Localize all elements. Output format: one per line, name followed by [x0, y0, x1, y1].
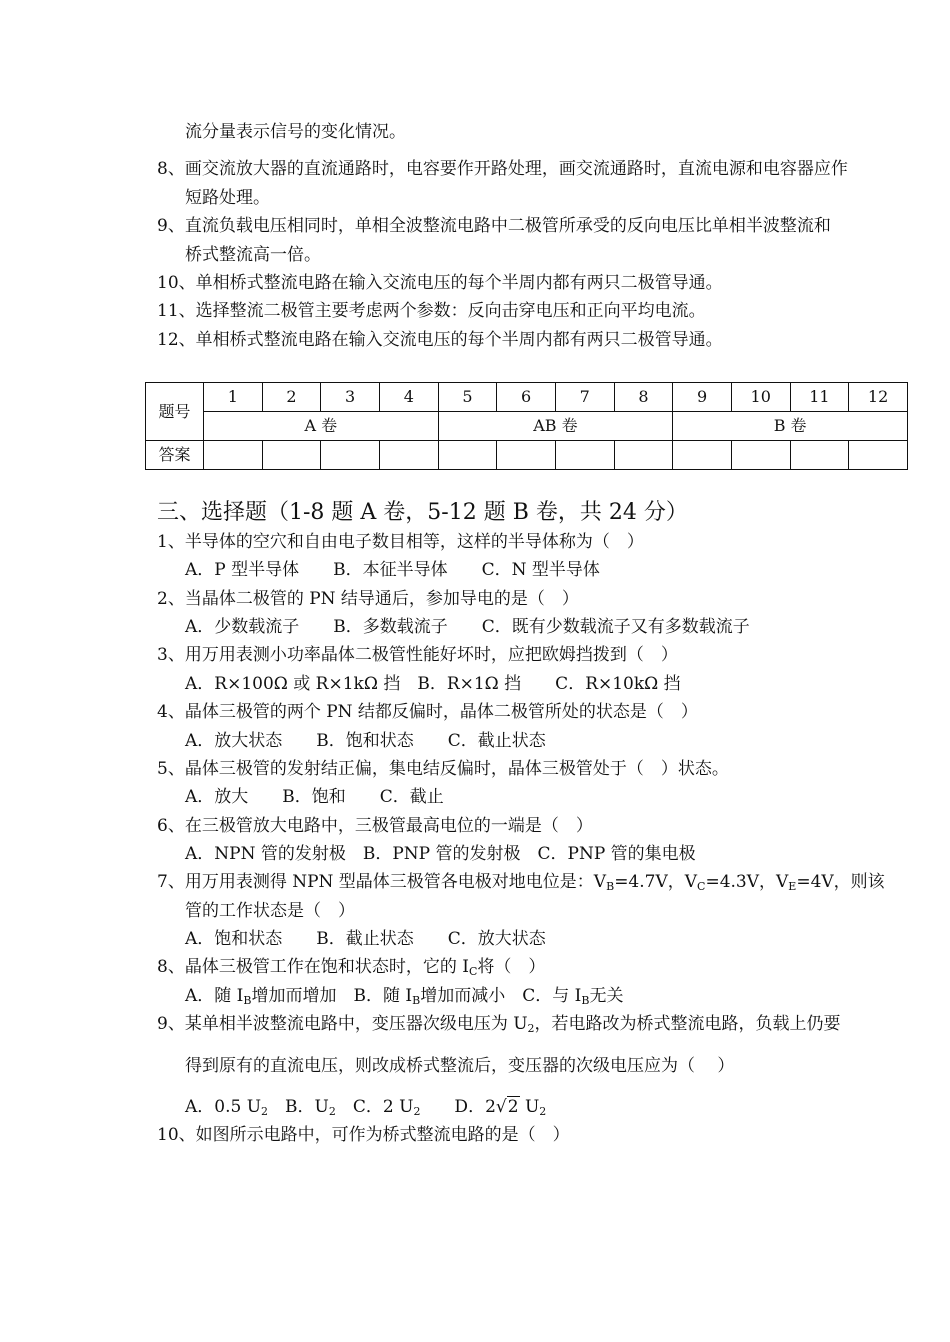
- q9-option-part: D．2: [420, 1097, 496, 1117]
- sqrt-radicand: 2: [507, 1097, 519, 1117]
- mc-question-3: 3、用万用表测小功率晶体二极管性能好坏时，应把欧姆挡拨到（ ）: [157, 645, 678, 665]
- q9-option-part: A．0.5 U: [185, 1097, 262, 1117]
- q7-text-part: =4V，则该: [796, 872, 885, 892]
- group-b-label: B 卷: [673, 412, 908, 441]
- subscript-b: B: [606, 880, 615, 893]
- answer-cell[interactable]: [438, 441, 497, 470]
- mc-question-9-line-1: [157, 1013, 841, 1040]
- answer-cell[interactable]: [555, 441, 614, 470]
- sqrt-symbol-icon: √: [495, 1097, 507, 1117]
- subscript-2: 2: [413, 1105, 421, 1118]
- question-number-cell: 1: [204, 383, 263, 412]
- q7-text-part: =4.7V，V: [614, 872, 698, 892]
- group-ab-label: AB 卷: [438, 412, 673, 441]
- q8-option-part: 增加而减小 C．与 I: [420, 986, 582, 1006]
- q8-text-part: 将（ ）: [477, 957, 546, 977]
- mc-question-8: [157, 956, 545, 983]
- answer-cell[interactable]: [790, 441, 849, 470]
- question-number-cell: 12: [849, 383, 908, 412]
- subscript-c: C: [697, 880, 706, 893]
- answer-cell[interactable]: [497, 441, 556, 470]
- answer-cell[interactable]: [849, 441, 908, 470]
- mc-question-1: 1、半导体的空穴和自由电子数目相等，这样的半导体称为（ ）: [157, 532, 644, 552]
- answer-cell[interactable]: [379, 441, 438, 470]
- subscript-b: B: [412, 994, 421, 1007]
- tf-continuation-line: 流分量表示信号的变化情况。: [185, 122, 406, 142]
- answer-table-answer-row: [146, 441, 908, 470]
- answer-cell[interactable]: [321, 441, 380, 470]
- tf-question-12: 12、单相桥式整流电路在输入交流电压的每个半周内都有两只二极管导通。: [157, 330, 723, 350]
- question-number-cell: 6: [497, 383, 556, 412]
- answer-cell[interactable]: [204, 441, 263, 470]
- q9-option-part: U: [519, 1097, 540, 1117]
- section-3-title: 三、选择题（1-8 题 A 卷，5-12 题 B 卷，共 24 分）: [157, 500, 688, 525]
- question-number-cell: 5: [438, 383, 497, 412]
- subscript-2: 2: [328, 1105, 336, 1118]
- answer-cell[interactable]: [614, 441, 673, 470]
- q9-option-part: B．U: [268, 1097, 329, 1117]
- answer-row-header: 答案: [146, 441, 204, 470]
- subscript-e: E: [788, 880, 797, 893]
- answer-cell[interactable]: [731, 441, 790, 470]
- tf-question-9-line-2: 桥式整流高一倍。: [185, 245, 321, 265]
- answer-table-number-row: [146, 383, 908, 412]
- answer-table-group-row: [146, 412, 908, 441]
- mc-question-10: 10、如图所示电路中，可作为桥式整流电路的是（ ）: [157, 1125, 570, 1145]
- question-number-cell: 11: [790, 383, 849, 412]
- tf-question-11: 11、选择整流二极管主要考虑两个参数：反向击穿电压和正向平均电流。: [157, 301, 706, 321]
- mc-question-5: 5、晶体三极管的发射结正偏，集电结反偏时，晶体三极管处于（ ）状态。: [157, 759, 729, 779]
- tf-question-9-line-1: 9、直流负载电压相同时，单相全波整流电路中二极管所承受的反向电压比单相半波整流和: [157, 216, 831, 236]
- mc-question-5-options: A．放大 B．饱和 C．截止: [185, 787, 444, 807]
- q8-option-part: 增加而增加 B．随 I: [251, 986, 413, 1006]
- question-number-cell: 8: [614, 383, 673, 412]
- mc-question-1-options: A．P 型半导体 B．本征半导体 C．N 型半导体: [185, 560, 600, 580]
- subscript-b: B: [243, 994, 252, 1007]
- mc-question-7-line-2: 管的工作状态是（ ）: [185, 901, 355, 921]
- tf-question-8-line-1: 8、画交流放大器的直流通路时，电容要作开路处理，画交流通路时，直流电源和电容器应作: [157, 159, 848, 179]
- mc-question-6-options: A．NPN 管的发射极 B．PNP 管的发射极 C．PNP 管的集电极: [185, 844, 696, 864]
- mc-question-4: 4、晶体三极管的两个 PN 结都反偏时，晶体二极管所处的状态是（ ）: [157, 702, 698, 722]
- q7-text-part: 7、用万用表测得 NPN 型晶体三极管各电极对地电位是：V: [157, 872, 607, 892]
- subscript-2: 2: [261, 1105, 269, 1118]
- mc-question-2: 2、当晶体二极管的 PN 结导通后，参加导电的是（ ）: [157, 589, 579, 609]
- question-number-cell: 4: [379, 383, 438, 412]
- answer-table: [145, 382, 908, 470]
- answer-cell[interactable]: [673, 441, 732, 470]
- answer-cell[interactable]: [262, 441, 321, 470]
- q8-option-part: A．随 I: [185, 986, 244, 1006]
- q9-text-part: 9、某单相半波整流电路中，变压器次级电压为 U: [157, 1014, 528, 1034]
- question-number-cell: 7: [555, 383, 614, 412]
- mc-question-9-options: [185, 1096, 546, 1123]
- subscript-b: B: [581, 994, 590, 1007]
- q7-text-part: =4.3V，V: [705, 872, 789, 892]
- mc-question-3-options: A．R×100Ω 或 R×1kΩ 挡 B．R×1Ω 挡 C．R×10kΩ 挡: [185, 674, 681, 694]
- subscript-2: 2: [539, 1105, 547, 1118]
- mc-question-4-options: A．放大状态 B．饱和状态 C．截止状态: [185, 731, 546, 751]
- group-a-label: A 卷: [204, 412, 439, 441]
- mc-question-2-options: A．少数载流子 B．多数载流子 C．既有少数载流子又有多数载流子: [185, 617, 750, 637]
- subscript-2: 2: [527, 1022, 535, 1035]
- question-number-cell: 9: [673, 383, 732, 412]
- q9-option-part: C．2 U: [335, 1097, 414, 1117]
- mc-question-8-options: [185, 985, 623, 1012]
- q9-text-part: ，若电路改为桥式整流电路，负载上仍要: [534, 1014, 841, 1034]
- mc-question-6: 6、在三极管放大电路中，三极管最高电位的一端是（ ）: [157, 816, 593, 836]
- question-number-header: 题号: [146, 383, 204, 441]
- question-number-cell: 3: [321, 383, 380, 412]
- question-number-cell: 2: [262, 383, 321, 412]
- q8-option-part: 无关: [589, 986, 624, 1006]
- question-number-cell: 10: [731, 383, 790, 412]
- q8-text-part: 8、晶体三极管工作在饱和状态时，它的 I: [157, 957, 469, 977]
- mc-question-7-options: A．饱和状态 B．截止状态 C．放大状态: [185, 929, 546, 949]
- mc-question-7-line-1: [157, 871, 885, 898]
- tf-question-8-line-2: 短路处理。: [185, 188, 270, 208]
- subscript-c: C: [468, 965, 478, 978]
- mc-question-9-line-2: 得到原有的直流电压，则改成桥式整流后，变压器的次级电压应为（ ）: [185, 1056, 735, 1076]
- tf-question-10: 10、单相桥式整流电路在输入交流电压的每个半周内都有两只二极管导通。: [157, 273, 723, 293]
